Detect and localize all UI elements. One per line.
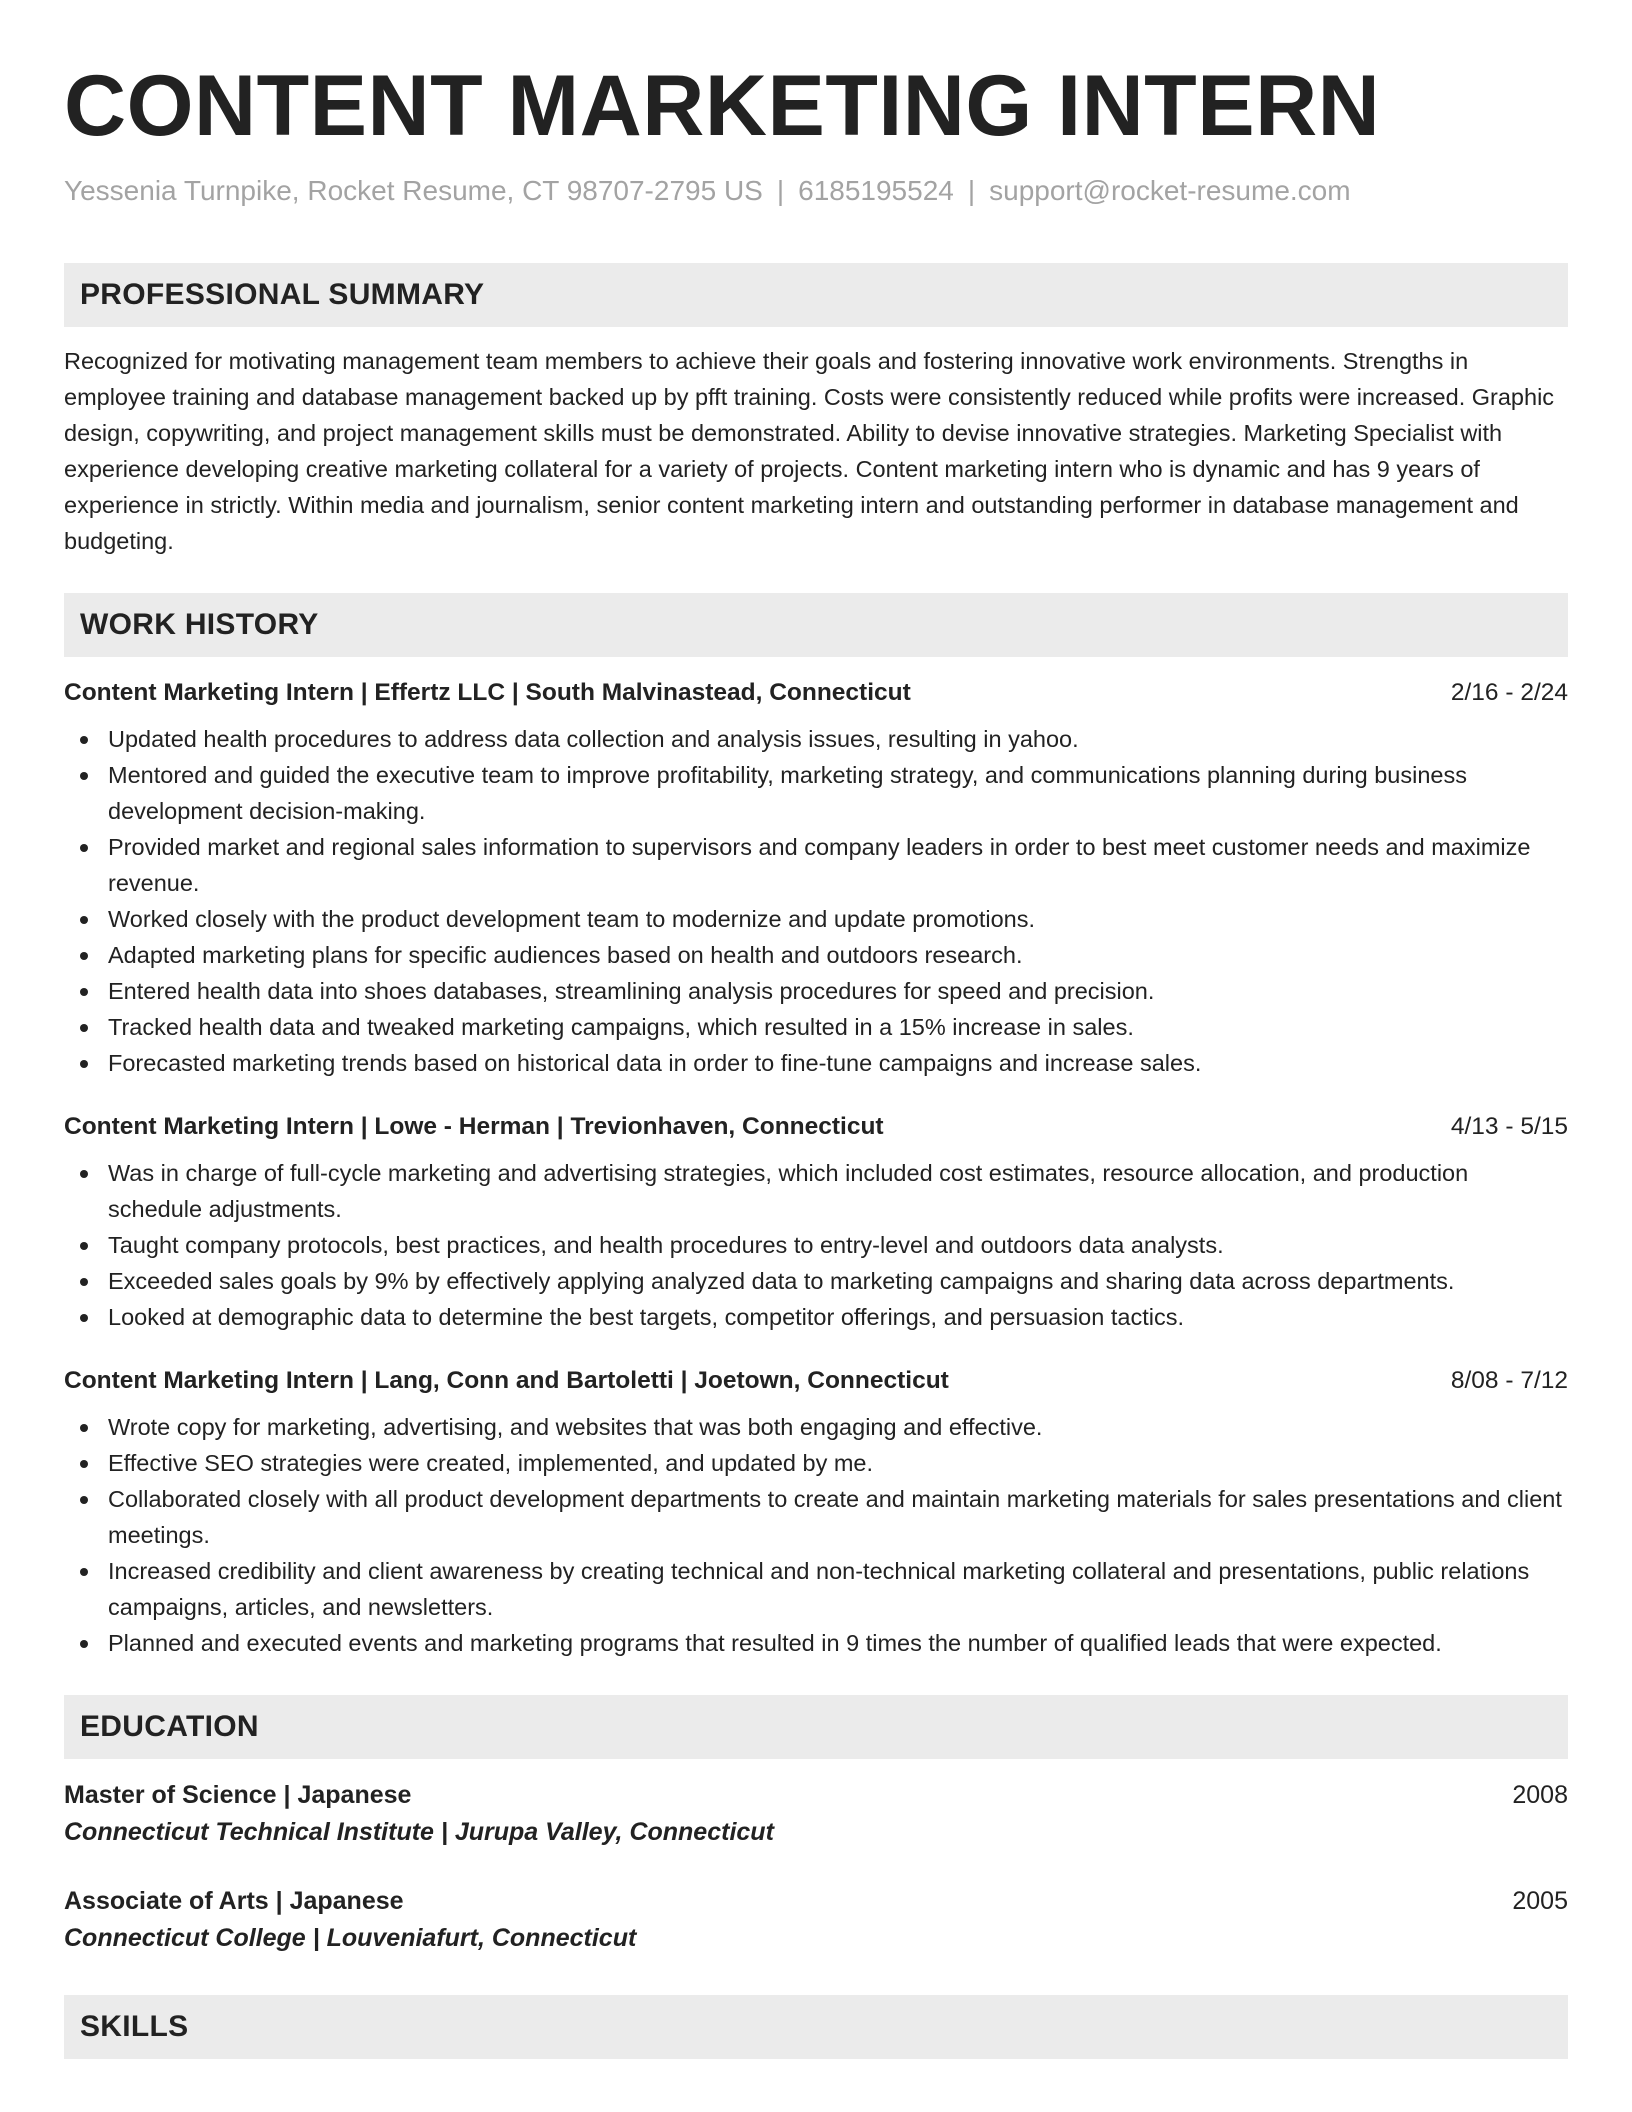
education-degree: Associate of Arts | Japanese — [64, 1887, 404, 1915]
job-bullet: Planned and executed events and marketing programs that resulted in 9 times the number of qualified leads that were expected. — [64, 1625, 1568, 1661]
job-entry — [64, 675, 1568, 1081]
summary-heading: PROFESSIONAL SUMMARY — [64, 263, 1568, 327]
job-bullet: Taught company protocols, best practices, and health procedures to entry-level and outdoors data analysts. — [64, 1227, 1568, 1263]
education-year: 2008 — [1512, 1781, 1568, 1809]
job-bullet: Forecasted marketing trends based on historical data in order to fine-tune campaigns and increase sales. — [64, 1045, 1568, 1081]
job-bullets — [64, 1155, 1568, 1335]
job-header — [64, 1363, 1568, 1399]
education-degree: Master of Science | Japanese — [64, 1781, 412, 1809]
job-title: Content Marketing Intern | Lowe - Herman | Trevionhaven, Connecticut — [64, 1113, 884, 1140]
contact-line — [64, 174, 1568, 208]
job-bullet: Adapted marketing plans for specific audiences based on health and outdoors research. — [64, 937, 1568, 973]
education-school: Connecticut Technical Institute | Jurupa Valley, Connecticut — [64, 1818, 774, 1846]
job-header — [64, 675, 1568, 711]
job-bullet: Collaborated closely with all product development departments to create and maintain marketing materials for sales presentations and client meetings. — [64, 1481, 1568, 1553]
education-school: Connecticut College | Louveniafurt, Connecticut — [64, 1924, 637, 1952]
job-bullet: Looked at demographic data to determine the best targets, competitor offerings, and persuasion tactics. — [64, 1299, 1568, 1335]
education-entry — [64, 1883, 1568, 1957]
contact-separator: | — [776, 175, 785, 206]
job-bullet: Increased credibility and client awareness by creating technical and non-technical marketing collateral and presentations, public relations campaigns, articles, and newsletters. — [64, 1553, 1568, 1625]
job-bullet: Mentored and guided the executive team to improve profitability, marketing strategy, and communications planning during business development decision-making. — [64, 757, 1568, 829]
contact-email: support@rocket-resume.com — [989, 175, 1351, 206]
job-bullet: Wrote copy for marketing, advertising, and websites that was both engaging and effective. — [64, 1409, 1568, 1445]
job-bullet: Updated health procedures to address data collection and analysis issues, resulting in yahoo. — [64, 721, 1568, 757]
work-history-heading: WORK HISTORY — [64, 593, 1568, 657]
job-title: Content Marketing Intern | Effertz LLC | South Malvinastead, Connecticut — [64, 679, 911, 706]
job-entry — [64, 1109, 1568, 1335]
job-bullet: Effective SEO strategies were created, implemented, and updated by me. — [64, 1445, 1568, 1481]
education-entry — [64, 1777, 1568, 1851]
job-bullet: Was in charge of full-cycle marketing and advertising strategies, which included cost estimates, resource allocation, and production schedule adjustments. — [64, 1155, 1568, 1227]
job-bullets — [64, 1409, 1568, 1661]
resume-title: CONTENT MARKETING INTERN — [64, 58, 1381, 154]
job-bullet: Provided market and regional sales information to supervisors and company leaders in order to best meet customer needs and maximize revenue. — [64, 829, 1568, 901]
contact-address: Yessenia Turnpike, Rocket Resume, CT 98707-2795 US — [64, 175, 763, 206]
job-entry — [64, 1363, 1568, 1661]
job-header — [64, 1109, 1568, 1145]
contact-separator: | — [967, 175, 976, 206]
job-bullets — [64, 721, 1568, 1081]
job-dates: 8/08 - 7/12 — [1450, 1367, 1568, 1394]
skills-heading: SKILLS — [64, 1995, 1568, 2059]
summary-text: Recognized for motivating management team members to achieve their goals and fostering innovative work environments. Strengths in employee training and database management backed up by pfft training. Costs were consistently reduced while profits were increased. Graphic design, copywriting, and project management skills must be demonstrated. Ability to devise innovative strategies. Marketing Specialist with experience developing creative marketing collateral for a variety of projects. Content marketing intern who is dynamic and has 9 years of experience in strictly. Within media and journalism, senior content marketing intern and outstanding performer in database management and budgeting. — [64, 348, 1555, 554]
job-bullet: Worked closely with the product development team to modernize and update promotions. — [64, 901, 1568, 937]
education-heading: EDUCATION — [64, 1695, 1568, 1759]
job-dates: 4/13 - 5/15 — [1450, 1113, 1568, 1140]
education-year: 2005 — [1512, 1887, 1568, 1915]
education-header — [64, 1777, 1568, 1813]
contact-phone: 6185195524 — [798, 175, 954, 206]
job-bullet: Entered health data into shoes databases, streamlining analysis procedures for speed and precision. — [64, 973, 1568, 1009]
education-header — [64, 1883, 1568, 1919]
job-bullet: Exceeded sales goals by 9% by effectively applying analyzed data to marketing campaigns and sharing data across departments. — [64, 1263, 1568, 1299]
resume-page — [64, 0, 1568, 2059]
job-title: Content Marketing Intern | Lang, Conn and Bartoletti | Joetown, Connecticut — [64, 1367, 949, 1394]
job-bullet: Tracked health data and tweaked marketing campaigns, which resulted in a 15% increase in sales. — [64, 1009, 1568, 1045]
job-dates: 2/16 - 2/24 — [1450, 679, 1568, 706]
